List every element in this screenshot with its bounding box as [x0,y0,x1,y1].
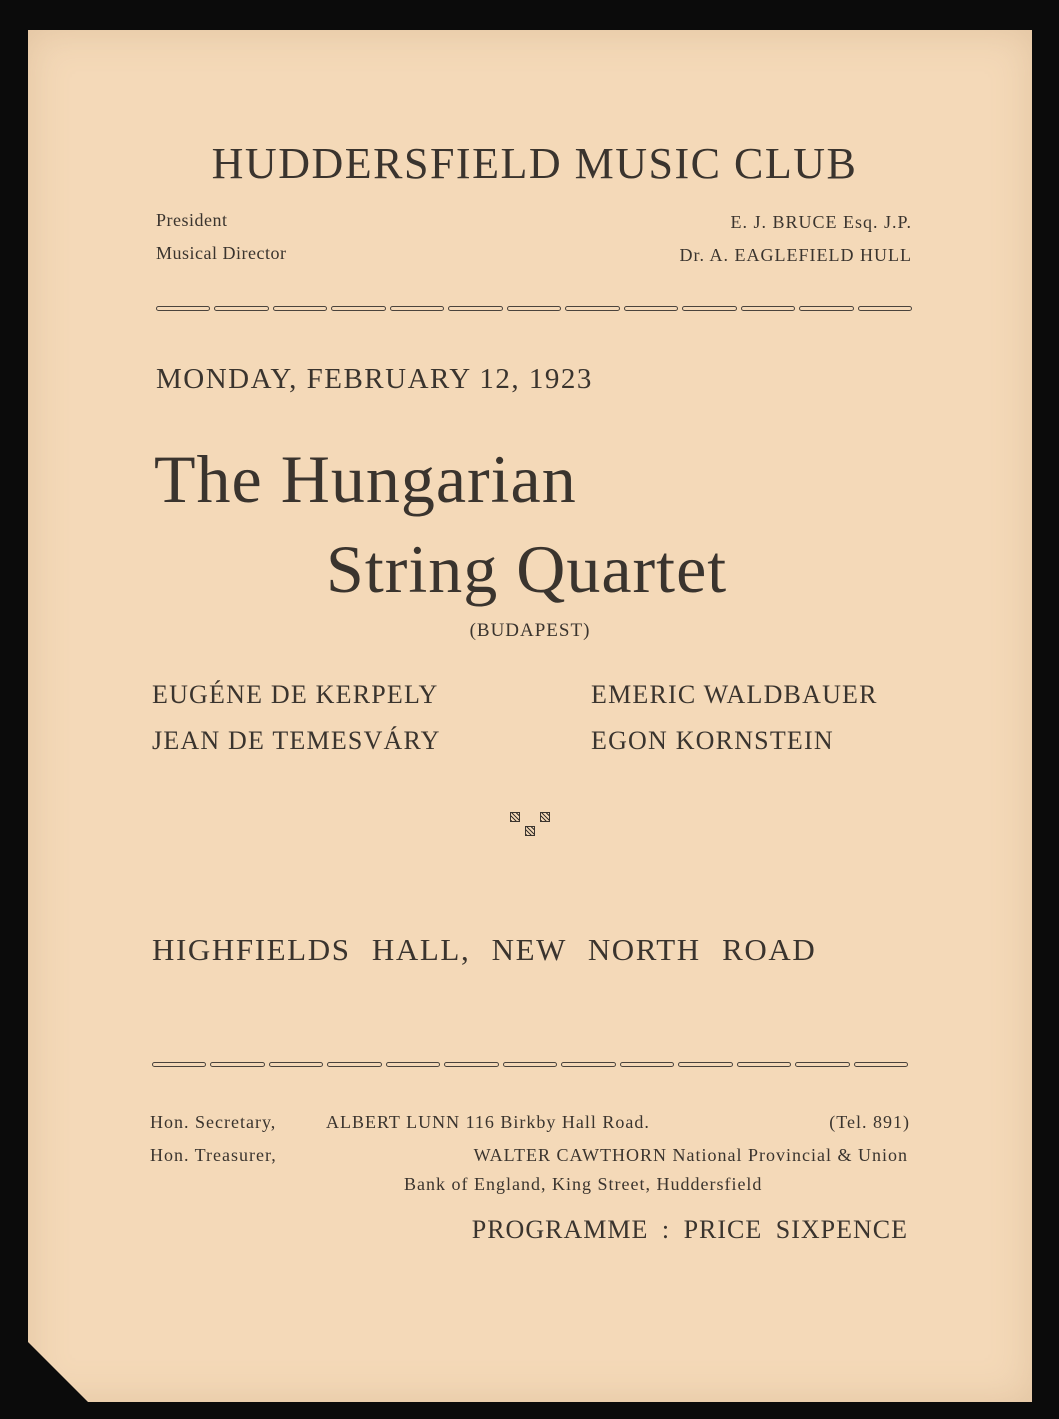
officer-role-director: Musical Director [156,243,287,263]
top-divider [156,306,912,313]
folded-corner [28,1342,88,1402]
treasurer-role: Hon. Treasurer, [150,1145,277,1165]
concert-date: MONDAY, FEBRUARY 12, 1923 [156,363,593,395]
secretary-tel: (Tel. 891) [829,1112,910,1132]
ornament-icon [510,812,556,842]
bottom-divider [152,1062,908,1069]
member-name: JEAN DE TEMESVÁRY [152,726,441,755]
member-name: EGON KORNSTEIN [591,726,834,755]
secretary-role: Hon. Secretary, [150,1112,277,1132]
price-label: PRICE SIXPENCE [683,1215,908,1244]
treasurer-detail-2: Bank of England, King Street, Huddersfield [404,1174,763,1194]
ensemble-title-line2: String Quartet [326,531,728,607]
member-name: EMERIC WALDBAUER [591,680,878,709]
officer-name-director: Dr. A. EAGLEFIELD HULL [679,245,912,265]
secretary-detail: ALBERT LUNN 116 Birkby Hall Road. [326,1112,650,1132]
officer-role-president: President [156,210,228,230]
venue: HIGHFIELDS HALL, NEW NORTH ROAD [152,932,817,967]
treasurer-detail: WALTER CAWTHORN National Provincial & Union [473,1145,908,1165]
programme-price [472,1215,908,1245]
programme-page [28,30,1032,1402]
member-name: EUGÉNE DE KERPELY [152,680,439,709]
programme-label: PROGRAMME : [471,1215,671,1244]
ensemble-title-line1: The Hungarian [154,441,577,517]
ensemble-city: (BUDAPEST) [469,620,591,641]
officer-name-president: E. J. BRUCE Esq. J.P. [730,212,912,232]
club-title: HUDDERSFIELD MUSIC CLUB [211,139,858,188]
